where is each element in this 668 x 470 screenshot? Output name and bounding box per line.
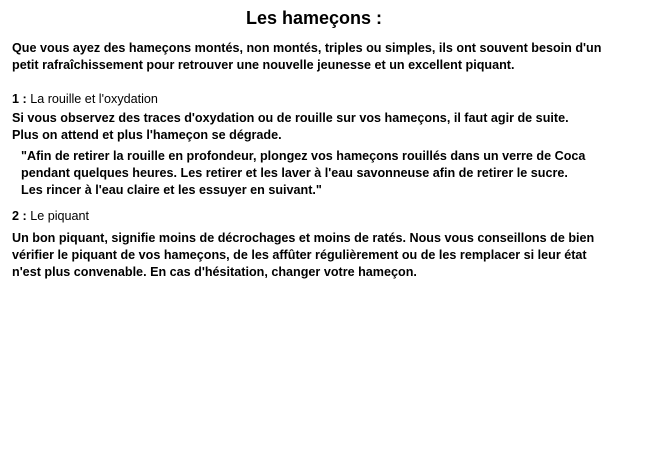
section1-heading bbox=[12, 92, 158, 106]
section2-line: n'est plus convenable. En cas d'hésitation, changer votre hameçon. bbox=[12, 265, 417, 279]
intro-line: Que vous ayez des hameçons montés, non montés, triples ou simples, ils ont souvent besoin d'un bbox=[12, 41, 602, 55]
section1-title: La rouille et l'oxydation bbox=[30, 92, 158, 106]
intro-paragraph bbox=[12, 40, 601, 74]
section2-heading bbox=[12, 209, 89, 223]
section2-line: Un bon piquant, signifie moins de décrochages et moins de ratés. Nous vous conseillons de bien bbox=[12, 231, 595, 245]
section1-line: Si vous observez des traces d'oxydation ou de rouille sur vos hameçons, il faut agir de suite. bbox=[12, 111, 569, 125]
section1-paragraph bbox=[12, 110, 569, 144]
quote-line: Les rincer à l'eau claire et les essuyer en suivant." bbox=[21, 183, 322, 197]
section2-line: vérifier le piquant de vos hameçons, de les affûter régulièrement ou de les remplacer si leur état bbox=[12, 248, 587, 262]
section2-paragraph bbox=[12, 230, 594, 281]
intro-line: petit rafraîchissement pour retrouver une nouvelle jeunesse et un excellent piquant. bbox=[12, 58, 515, 72]
quote-line: pendant quelques heures. Les retirer et les laver à l'eau savonneuse afin de retirer le sucre. bbox=[21, 166, 568, 180]
section2-number: 2 : bbox=[12, 209, 27, 223]
section1-quote bbox=[21, 148, 585, 199]
section1-line: Plus on attend et plus l'hameçon se dégrade. bbox=[12, 128, 282, 142]
section1-number: 1 : bbox=[12, 92, 27, 106]
page-title: Les hameçons : bbox=[246, 8, 383, 28]
quote-line: "Afin de retirer la rouille en profondeur, plongez vos hameçons rouillés dans un verre de Coca bbox=[21, 149, 586, 163]
section2-title: Le piquant bbox=[30, 209, 90, 223]
